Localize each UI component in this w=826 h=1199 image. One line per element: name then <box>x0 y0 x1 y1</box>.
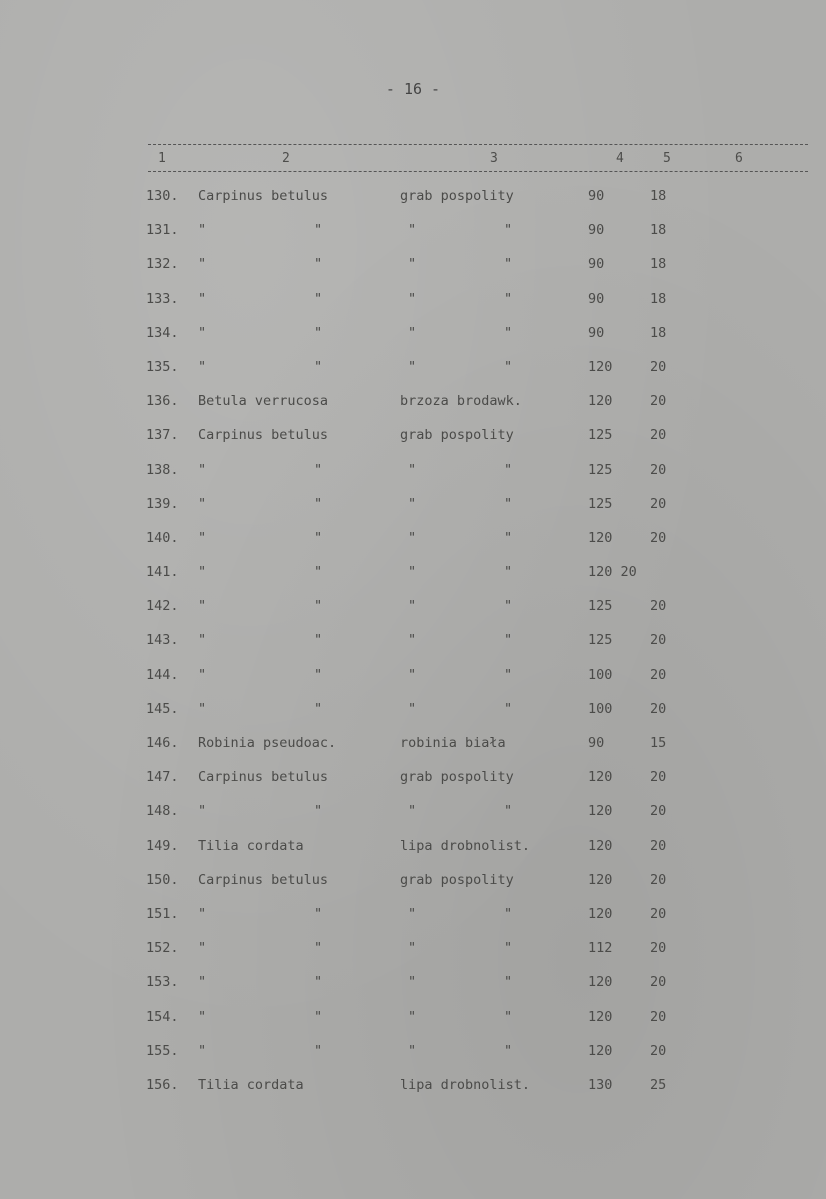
polish-name: grab pospolity <box>400 188 514 204</box>
column-header-3: 3 <box>490 151 498 166</box>
value-col-5: 20 <box>650 700 667 717</box>
value-col-5: 20 <box>650 905 667 922</box>
value-col-5: 20 <box>650 461 667 478</box>
value-col-5: 18 <box>650 256 667 273</box>
value-col-5: 20 <box>650 358 667 375</box>
row-number: 152. <box>146 940 179 957</box>
latin-ditto-mark: " <box>314 803 323 820</box>
polish-ditto-mark: " <box>408 1042 417 1059</box>
latin-name: Carpinus betulus <box>198 188 329 204</box>
polish-ditto-mark: " <box>408 495 417 512</box>
column-header-1: 1 <box>158 151 166 166</box>
polish-ditto-mark: " <box>408 1008 417 1025</box>
latin-name: Carpinus betulus <box>198 427 329 444</box>
latin-ditto-mark: " <box>314 974 323 991</box>
latin-ditto-mark: " <box>198 803 207 820</box>
row-number: 151. <box>146 905 179 922</box>
value-col-5: 20 <box>650 427 667 444</box>
table-row <box>0 462 826 496</box>
page-number: - 16 - <box>385 80 441 98</box>
table-row <box>0 1009 826 1043</box>
table-row <box>0 256 826 290</box>
latin-ditto-mark: " <box>314 632 323 649</box>
value-col-5: 20 <box>650 529 667 546</box>
polish-ditto-mark: " <box>408 598 417 615</box>
polish-ditto-mark: " <box>504 803 513 820</box>
row-number: 153. <box>146 974 179 991</box>
polish-ditto-mark: " <box>504 632 513 649</box>
polish-ditto-mark: " <box>408 905 417 922</box>
latin-ditto-mark: " <box>314 495 323 512</box>
latin-ditto-mark: " <box>198 940 207 957</box>
value-col-5: 20 <box>650 598 667 615</box>
polish-ditto-mark: " <box>408 974 417 991</box>
row-number: 138. <box>146 461 179 478</box>
value-col-4: 120 <box>588 974 613 991</box>
latin-name: Carpinus betulus <box>198 769 329 786</box>
table-row <box>0 632 826 666</box>
latin-ditto-mark: " <box>314 700 323 717</box>
polish-ditto-mark: " <box>408 632 417 649</box>
column-header-6: 6 <box>735 151 743 166</box>
row-number: 139. <box>146 495 179 512</box>
row-number: 134. <box>146 324 179 341</box>
polish-name: grab pospolity <box>400 427 514 444</box>
value-col-4: 90 <box>588 324 605 341</box>
value-col-4: 100 <box>588 700 613 717</box>
polish-ditto-mark: " <box>408 529 417 546</box>
table-row <box>0 667 826 701</box>
value-col-5: 20 <box>650 666 667 683</box>
latin-ditto-mark: " <box>198 290 207 307</box>
polish-ditto-mark: " <box>504 290 513 307</box>
row-number: 148. <box>146 803 179 820</box>
value-col-4: 120 <box>588 358 613 375</box>
latin-ditto-mark: " <box>198 700 207 717</box>
table-row <box>0 1077 826 1111</box>
latin-ditto-mark: " <box>198 324 207 341</box>
latin-ditto-mark: " <box>198 1042 207 1059</box>
latin-ditto-mark: " <box>314 564 323 581</box>
polish-ditto-mark: " <box>504 1008 513 1025</box>
value-col-4: 120 <box>588 1042 613 1059</box>
latin-name: Robinia pseudoac. <box>198 735 337 751</box>
value-col-4: 125 <box>588 427 613 444</box>
polish-ditto-mark: " <box>504 1042 513 1059</box>
value-col-4: 120 <box>588 393 613 410</box>
table-row <box>0 222 826 256</box>
table-row <box>0 325 826 359</box>
polish-ditto-mark: " <box>504 974 513 991</box>
value-col-4: 125 <box>588 495 613 512</box>
polish-ditto-mark: " <box>504 564 513 581</box>
value-col-4: 120 <box>588 1008 613 1025</box>
value-col-4: 120 <box>588 529 613 546</box>
row-number: 155. <box>146 1042 179 1059</box>
row-number: 142. <box>146 598 179 615</box>
latin-ditto-mark: " <box>314 598 323 615</box>
polish-ditto-mark: " <box>408 358 417 375</box>
value-col-4: 120 <box>588 803 613 820</box>
polish-ditto-mark: " <box>504 222 513 239</box>
latin-ditto-mark: " <box>314 290 323 307</box>
table-row <box>0 974 826 1008</box>
latin-ditto-mark: " <box>314 940 323 957</box>
latin-ditto-mark: " <box>198 564 207 581</box>
polish-ditto-mark: " <box>504 256 513 273</box>
polish-name: brzoza brodawk. <box>400 393 522 410</box>
table-row <box>0 359 826 393</box>
table-row <box>0 872 826 906</box>
value-col-4: 120 <box>588 769 613 786</box>
polish-ditto-mark: " <box>504 529 513 546</box>
value-col-4: 125 <box>588 632 613 649</box>
value-col-5: 20 <box>650 940 667 957</box>
polish-ditto-mark: " <box>408 940 417 957</box>
polish-ditto-mark: " <box>408 222 417 239</box>
value-col-4: 120 <box>588 905 613 922</box>
table-body <box>0 188 826 1111</box>
row-number: 141. <box>146 564 179 581</box>
value-col-5: 20 <box>650 393 667 410</box>
polish-name: grab pospolity <box>400 871 514 888</box>
latin-ditto-mark: " <box>314 1042 323 1059</box>
polish-ditto-mark: " <box>408 666 417 683</box>
table-row <box>0 701 826 735</box>
value-col-5: 15 <box>650 735 667 751</box>
latin-ditto-mark: " <box>198 358 207 375</box>
table-row <box>0 291 826 325</box>
latin-ditto-mark: " <box>314 529 323 546</box>
column-header-5: 5 <box>663 151 671 166</box>
latin-ditto-mark: " <box>314 666 323 683</box>
latin-ditto-mark: " <box>198 598 207 615</box>
table-row <box>0 188 826 222</box>
value-col-5: 20 <box>650 1042 667 1059</box>
row-number: 149. <box>146 837 179 854</box>
polish-ditto-mark: " <box>408 803 417 820</box>
value-col-4: 120 20 <box>588 564 637 581</box>
polish-ditto-mark: " <box>504 666 513 683</box>
polish-ditto-mark: " <box>504 598 513 615</box>
row-number: 146. <box>146 735 179 751</box>
table-row <box>0 427 826 461</box>
latin-ditto-mark: " <box>314 324 323 341</box>
value-col-4: 130 <box>588 1076 613 1093</box>
value-col-5: 20 <box>650 803 667 820</box>
latin-ditto-mark: " <box>198 256 207 273</box>
value-col-4: 125 <box>588 461 613 478</box>
polish-name: lipa drobnolist. <box>400 1076 531 1093</box>
latin-ditto-mark: " <box>314 256 323 273</box>
polish-ditto-mark: " <box>504 940 513 957</box>
polish-ditto-mark: " <box>504 495 513 512</box>
table-row <box>0 598 826 632</box>
latin-name: Tilia cordata <box>198 837 304 854</box>
row-number: 137. <box>146 427 179 444</box>
latin-name: Tilia cordata <box>198 1076 304 1093</box>
table-row <box>0 564 826 598</box>
value-col-4: 120 <box>588 871 613 888</box>
polish-ditto-mark: " <box>408 324 417 341</box>
table-row <box>0 393 826 427</box>
row-number: 156. <box>146 1076 179 1093</box>
row-number: 154. <box>146 1008 179 1025</box>
value-col-5: 18 <box>650 188 667 204</box>
column-header-2: 2 <box>282 151 290 166</box>
value-col-4: 90 <box>588 290 605 307</box>
latin-ditto-mark: " <box>198 529 207 546</box>
latin-ditto-mark: " <box>198 461 207 478</box>
row-number: 145. <box>146 700 179 717</box>
table-row <box>0 1043 826 1077</box>
row-number: 136. <box>146 393 179 410</box>
row-number: 131. <box>146 222 179 239</box>
value-col-5: 20 <box>650 871 667 888</box>
value-col-5: 20 <box>650 837 667 854</box>
value-col-4: 90 <box>588 256 605 273</box>
table-header <box>0 151 826 169</box>
row-number: 132. <box>146 256 179 273</box>
latin-ditto-mark: " <box>198 1008 207 1025</box>
column-header-4: 4 <box>616 151 624 166</box>
table-row <box>0 838 826 872</box>
polish-ditto-mark: " <box>504 700 513 717</box>
latin-ditto-mark: " <box>198 974 207 991</box>
table-row <box>0 769 826 803</box>
polish-ditto-mark: " <box>408 700 417 717</box>
polish-ditto-mark: " <box>504 324 513 341</box>
value-col-5: 18 <box>650 290 667 307</box>
latin-ditto-mark: " <box>198 222 207 239</box>
latin-name: Betula verrucosa <box>198 393 329 410</box>
value-col-4: 90 <box>588 188 605 204</box>
value-col-5: 18 <box>650 222 667 239</box>
polish-name: grab pospolity <box>400 769 514 786</box>
polish-ditto-mark: " <box>408 290 417 307</box>
polish-ditto-mark: " <box>504 461 513 478</box>
table-header-rule <box>148 171 808 172</box>
polish-ditto-mark: " <box>408 256 417 273</box>
value-col-5: 20 <box>650 495 667 512</box>
value-col-5: 20 <box>650 1008 667 1025</box>
row-number: 135. <box>146 358 179 375</box>
latin-ditto-mark: " <box>198 495 207 512</box>
polish-ditto-mark: " <box>408 461 417 478</box>
table-row <box>0 906 826 940</box>
polish-name: lipa drobnolist. <box>400 837 531 854</box>
row-number: 133. <box>146 290 179 307</box>
row-number: 143. <box>146 632 179 649</box>
value-col-5: 18 <box>650 324 667 341</box>
value-col-5: 20 <box>650 769 667 786</box>
table-row <box>0 496 826 530</box>
value-col-4: 90 <box>588 222 605 239</box>
value-col-4: 100 <box>588 666 613 683</box>
row-number: 140. <box>146 529 179 546</box>
row-number: 130. <box>146 188 179 204</box>
table-top-rule <box>148 144 808 145</box>
polish-name: robinia biała <box>400 735 506 751</box>
table-row <box>0 735 826 769</box>
value-col-4: 90 <box>588 735 605 751</box>
table-row <box>0 940 826 974</box>
polish-ditto-mark: " <box>408 564 417 581</box>
table-row <box>0 803 826 837</box>
row-number: 147. <box>146 769 179 786</box>
value-col-4: 112 <box>588 940 613 957</box>
latin-ditto-mark: " <box>314 222 323 239</box>
latin-ditto-mark: " <box>314 358 323 375</box>
polish-ditto-mark: " <box>504 905 513 922</box>
latin-ditto-mark: " <box>314 1008 323 1025</box>
latin-ditto-mark: " <box>198 666 207 683</box>
latin-ditto-mark: " <box>198 632 207 649</box>
table-row <box>0 530 826 564</box>
value-col-5: 20 <box>650 974 667 991</box>
value-col-4: 120 <box>588 837 613 854</box>
polish-ditto-mark: " <box>504 358 513 375</box>
value-col-5: 25 <box>650 1076 667 1093</box>
latin-ditto-mark: " <box>198 905 207 922</box>
row-number: 150. <box>146 871 179 888</box>
latin-ditto-mark: " <box>314 461 323 478</box>
value-col-4: 125 <box>588 598 613 615</box>
row-number: 144. <box>146 666 179 683</box>
value-col-5: 20 <box>650 632 667 649</box>
latin-ditto-mark: " <box>314 905 323 922</box>
latin-name: Carpinus betulus <box>198 871 329 888</box>
